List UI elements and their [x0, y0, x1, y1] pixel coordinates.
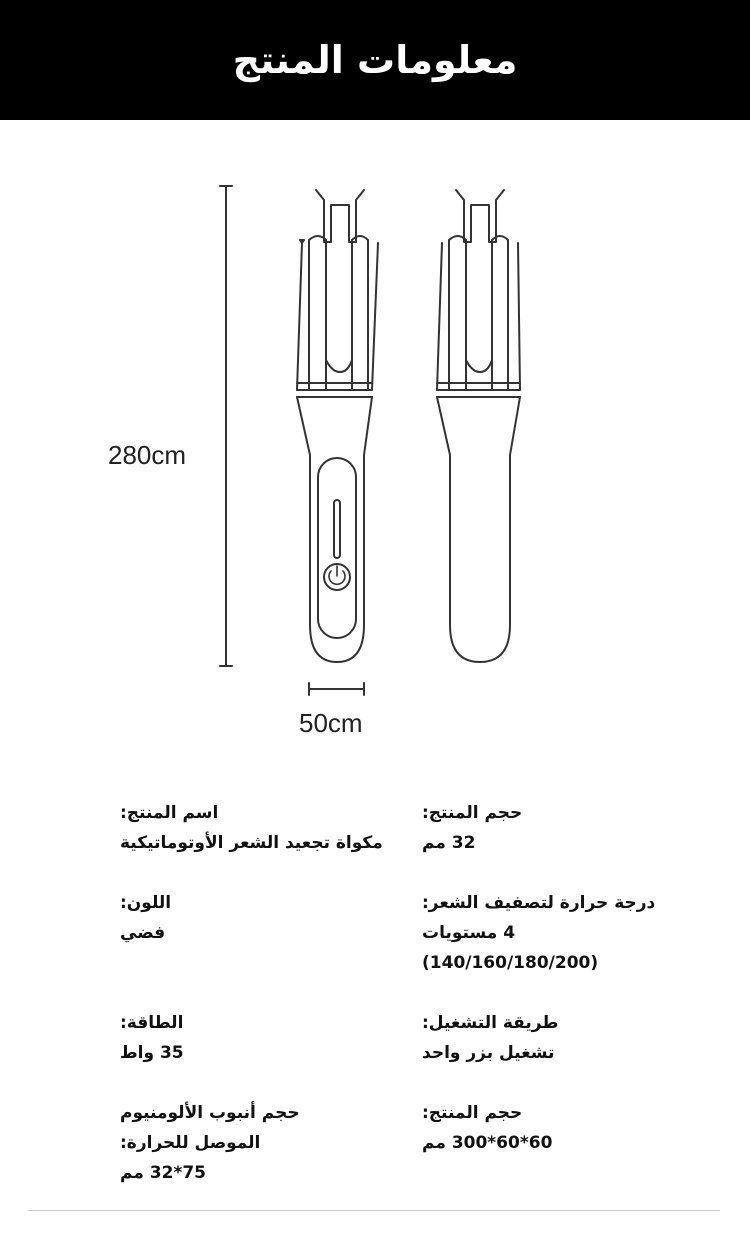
- page-title: معلومات المنتج: [232, 38, 518, 82]
- spec-label: الطاقة:: [120, 1013, 184, 1033]
- height-dimension-line: [220, 186, 232, 666]
- spec-value: 32 مم: [422, 833, 476, 853]
- spec-color: [120, 888, 400, 948]
- spec-power: [120, 1008, 400, 1068]
- divider: [28, 1210, 720, 1211]
- spec-value: 60*60*300 مم: [422, 1133, 553, 1153]
- spec-temperature: [422, 888, 682, 978]
- spec-package-size: [422, 1098, 722, 1158]
- spec-value: تشغيل بزر واحد: [422, 1043, 555, 1063]
- spec-label: حجم المنتج:: [422, 803, 523, 823]
- spec-value: فضي: [120, 923, 166, 943]
- width-dimension-line: [309, 683, 364, 695]
- spec-value: 4 مستويات (140/160/180/200): [422, 923, 599, 973]
- spec-label: اللون:: [120, 893, 172, 913]
- spec-product-name: [120, 798, 400, 858]
- spec-label: طريقة التشغيل:: [422, 1013, 559, 1033]
- height-label: 280cm: [108, 440, 187, 470]
- spec-value: 75*32 مم: [120, 1163, 207, 1183]
- spec-label: درجة حرارة لتصفيف الشعر:: [422, 893, 656, 913]
- spec-label: اسم المنتج:: [120, 803, 219, 823]
- spec-value: مكواة تجعيد الشعر الأوتوماتيكية: [120, 833, 383, 853]
- spec-label: حجم أنبوب الألومنيوم الموصل للحرارة:: [120, 1103, 300, 1153]
- spec-value: 35 واط: [120, 1043, 184, 1063]
- device-side-view: [437, 190, 520, 662]
- spec-label: حجم المنتج:: [422, 1103, 523, 1123]
- device-front-view: [297, 190, 378, 662]
- width-label: 50cm: [299, 708, 363, 738]
- spec-aluminum-tube-size: [120, 1098, 370, 1188]
- spec-operation: [422, 1008, 722, 1068]
- spec-product-size: [422, 798, 722, 858]
